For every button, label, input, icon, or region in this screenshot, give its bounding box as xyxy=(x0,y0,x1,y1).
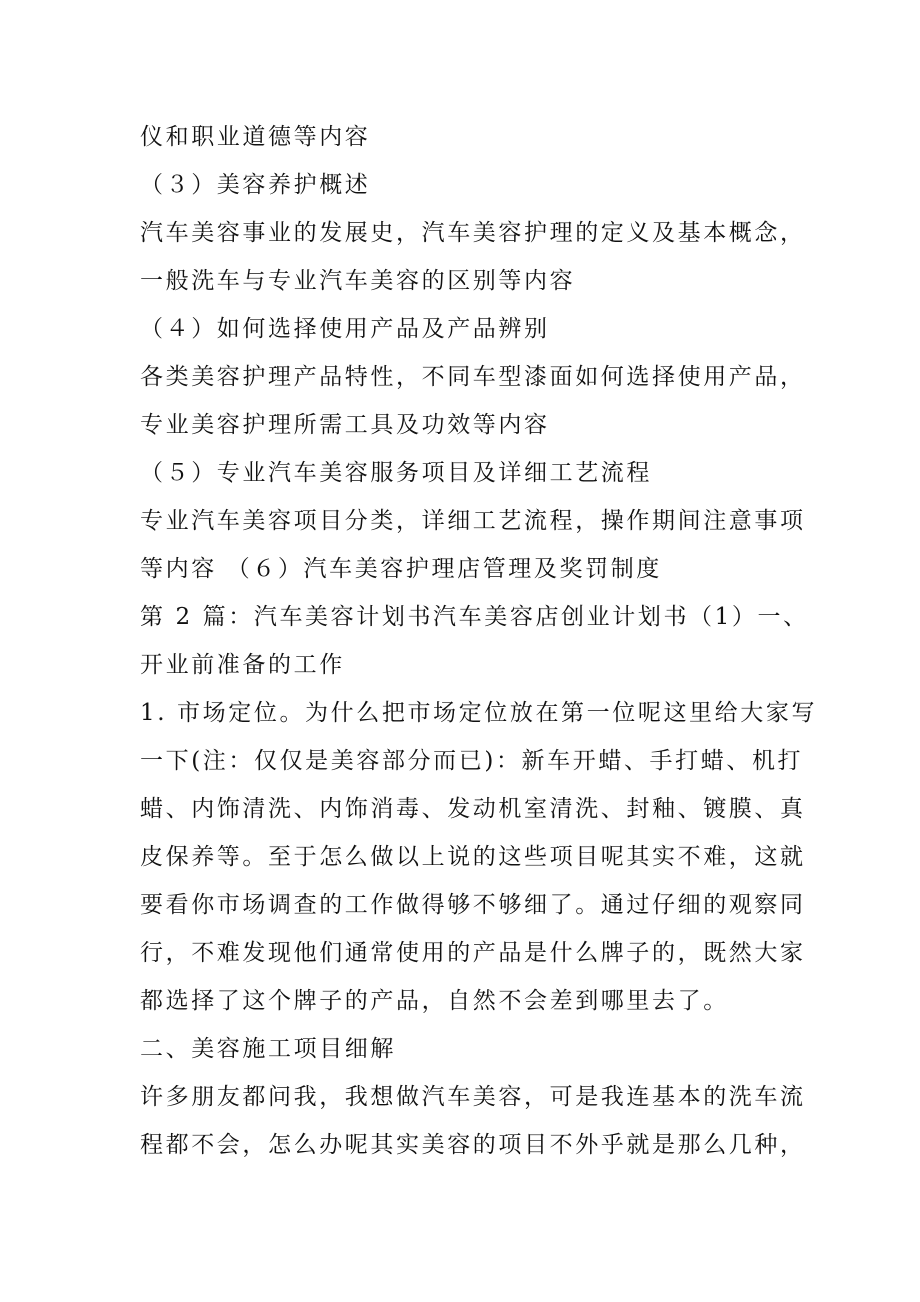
section-heading-2: 二、美容施工项目细解 xyxy=(140,1036,396,1062)
section-heading-4: （４）如何选择使用产品及产品辨别 xyxy=(140,316,550,342)
section-heading-3: （３）美容养护概述 xyxy=(140,172,371,198)
text-line: 等内容 （６）汽车美容护理店管理及奖罚制度 xyxy=(140,556,662,582)
text-line: 专业美容护理所需工具及功效等内容 xyxy=(140,412,550,438)
text-line: 汽车美容事业的发展史，汽车美容护理的定义及基本概念， xyxy=(140,220,806,246)
text-line: 蜡、内饰清洗、内饰消毒、发动机室清洗、封釉、镀膜、真 xyxy=(140,796,806,822)
chapter-heading: 第 2 篇：汽车美容计划书汽车美容店创业计划书（1）一、 xyxy=(140,604,809,630)
text-line: 各类美容护理产品特性，不同车型漆面如何选择使用产品， xyxy=(140,364,806,390)
text-line: 一下(注：仅仅是美容部分而已)：新车开蜡、手打蜡、机打 xyxy=(140,748,804,774)
text-line: 行，不难发现他们通常使用的产品是什么牌子的，既然大家 xyxy=(140,940,806,966)
text-line: 许多朋友都问我，我想做汽车美容，可是我连基本的洗车流 xyxy=(140,1084,806,1110)
text-line: 皮保养等。至于怎么做以上说的这些项目呢其实不难，这就 xyxy=(140,844,806,870)
text-line: 专业汽车美容项目分类，详细工艺流程，操作期间注意事项 xyxy=(140,508,806,534)
text-line: 都选择了这个牌子的产品，自然不会差到哪里去了。 xyxy=(140,988,729,1014)
document-body xyxy=(140,113,818,1169)
section-heading-5: （５）专业汽车美容服务项目及详细工艺流程 xyxy=(140,460,652,486)
text-line: 要看你市场调查的工作做得够不够细了。通过仔细的观察同 xyxy=(140,892,806,918)
text-line: 一般洗车与专业汽车美容的区别等内容 xyxy=(140,268,576,294)
text-line: 程都不会，怎么办呢其实美容的项目不外乎就是那么几种， xyxy=(140,1132,806,1158)
text-line: 1. 市场定位。为什么把市场定位放在第一位呢这里给大家写 xyxy=(140,700,818,726)
text-line: 开业前准备的工作 xyxy=(140,652,345,678)
text-line: 仪和职业道德等内容 xyxy=(140,124,371,150)
